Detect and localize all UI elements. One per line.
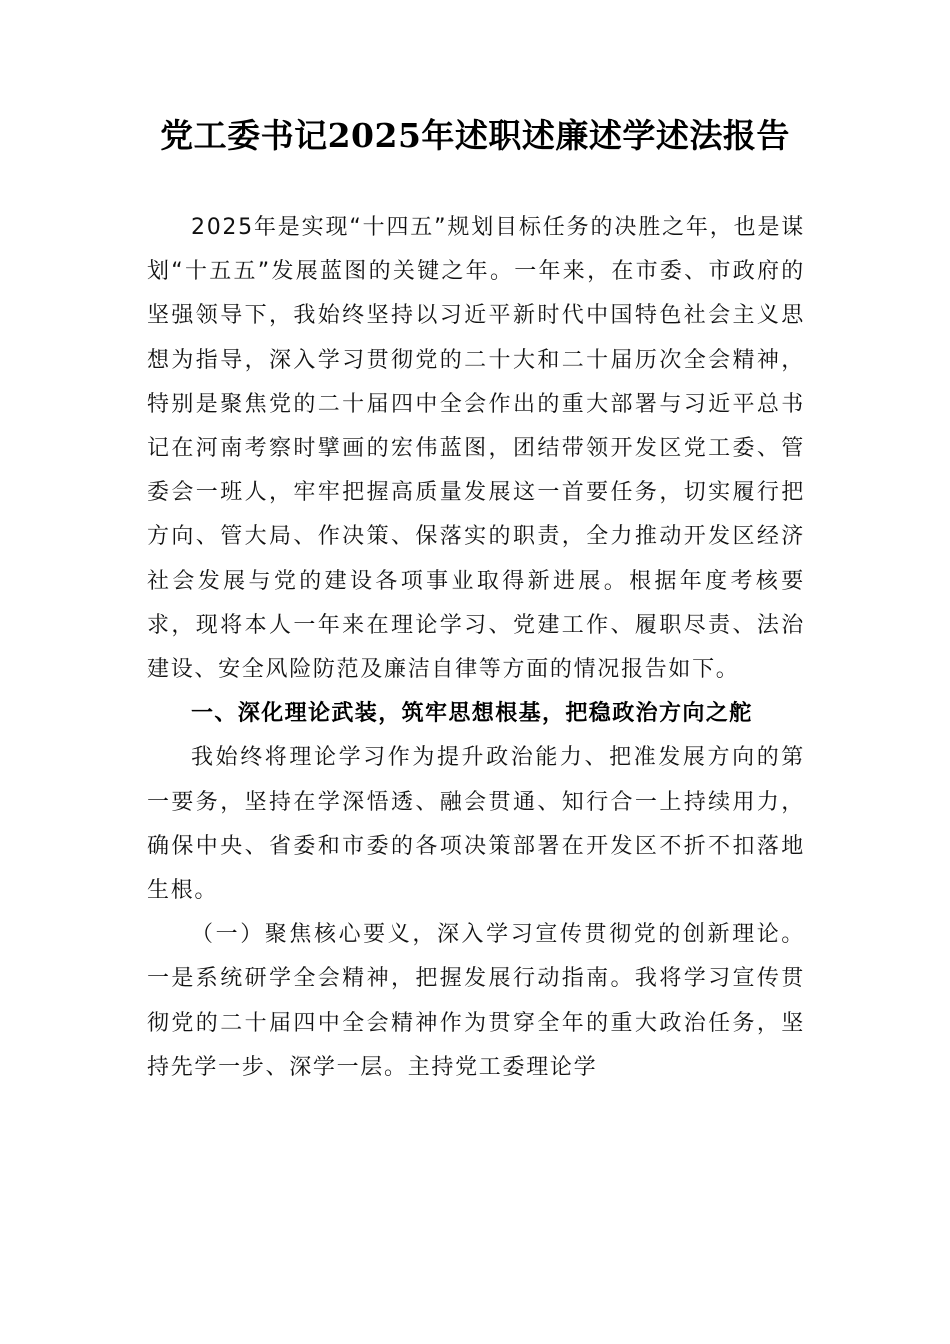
intro-paragraph: 2025年是实现“十四五”规划目标任务的决胜之年，也是谋划“十五五”发展蓝图的关键之年。一年来，在市委、市政府的坚强领导下，我始终坚持以习近平新时代中国特色社会主义思想为指导，深入学习贯彻党的二十大和二十届历次全会精神，特别是聚焦党的二十届四中全会作出的重大部署与习近平总书记在河南考察时擘画的宏伟蓝图，团结带领开发区党工委、管委会一班人，牢牢把握高质量发展这一首要任务，切实履行把方向、管大局、作决策、保落实的职责，全力推动开发区经济社会发展与党的建设各项事业取得新进展。根据年度考核要求，现将本人一年来在理论学习、党建工作、履职尽责、法治建设、安全风险防范及廉洁自律等方面的情况报告如下。 <box>147 215 805 683</box>
section-heading-1: 一、深化理论武装，筑牢思想根基，把稳政治方向之舵 <box>191 701 753 727</box>
document-body <box>147 206 805 1090</box>
section-1-intro-paragraph: 我始终将理论学习作为提升政治能力、把准发展方向的第一要务，坚持在学深悟透、融会贯通、知行合一上持续用力，确保中央、省委和市委的各项决策部署在开发区不折不扣落地生根。 <box>147 745 805 904</box>
subsection-1-paragraph: （一）聚焦核心要义，深入学习宣传贯彻党的创新理论。一是系统研学全会精神，把握发展行动指南。我将学习宣传贯彻党的二十届四中全会精神作为贯穿全年的重大政治任务，坚持先学一步、深学一层。主持党工委理论学 <box>147 922 805 1080</box>
document-title: 党工委书记2025年述职述廉述学述法报告 <box>160 116 790 155</box>
